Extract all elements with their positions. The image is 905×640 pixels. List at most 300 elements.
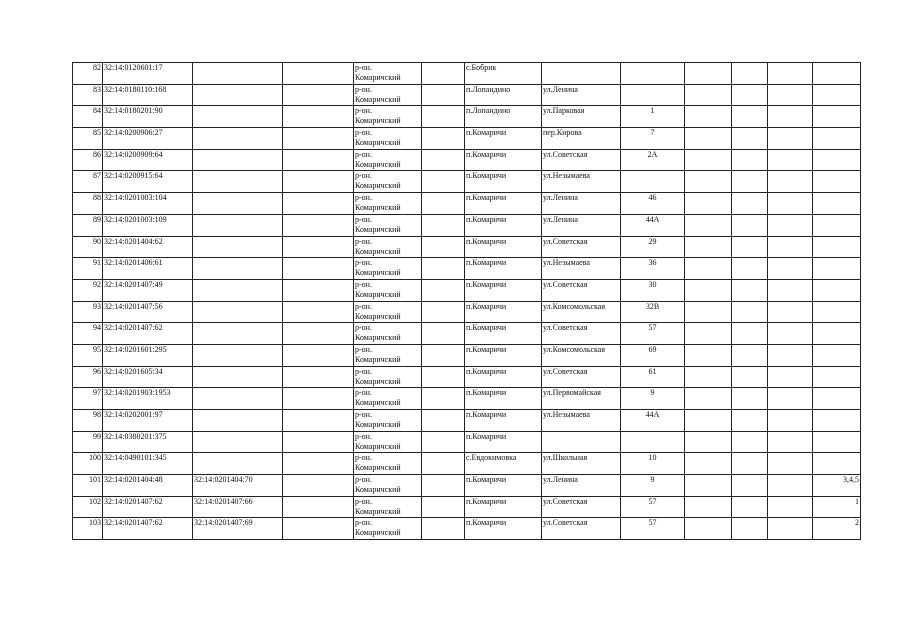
district-line-2: Комаричский <box>355 224 401 234</box>
settlement: п.Комаричи <box>465 518 542 540</box>
empty-cell <box>283 149 354 171</box>
settlement: п.Комаричи <box>465 236 542 258</box>
empty-cell <box>685 258 732 280</box>
table-row <box>73 323 861 345</box>
house-number: 44А <box>621 214 685 236</box>
empty-cell <box>768 214 813 236</box>
empty-cell <box>768 63 813 85</box>
linked-cadastral-number <box>193 410 283 432</box>
district-line-1: р-он. <box>355 323 372 333</box>
linked-cadastral-number <box>193 453 283 475</box>
district <box>354 344 422 366</box>
street: ул.Незымаева <box>542 258 621 280</box>
settlement: п.Лопандино <box>465 106 542 128</box>
street <box>542 63 621 85</box>
empty-cell <box>422 431 465 453</box>
empty-cell <box>685 84 732 106</box>
settlement: п.Комаричи <box>465 496 542 518</box>
premises-numbers <box>813 63 861 85</box>
empty-cell <box>768 193 813 215</box>
cadastral-number: 32:14:0120601:17 <box>103 63 193 85</box>
table-row <box>73 106 861 128</box>
district <box>354 236 422 258</box>
settlement: п.Комаричи <box>465 475 542 497</box>
district <box>354 323 422 345</box>
premises-numbers <box>813 214 861 236</box>
settlement: п.Комаричи <box>465 171 542 193</box>
district-line-1: р-он. <box>355 171 372 181</box>
district-line-1: р-он. <box>355 344 372 354</box>
table-row <box>73 475 861 497</box>
empty-cell <box>685 193 732 215</box>
empty-cell <box>768 236 813 258</box>
street: ул.Комсомольская <box>542 344 621 366</box>
empty-cell <box>422 258 465 280</box>
row-number: 89 <box>73 214 103 236</box>
empty-cell <box>685 149 732 171</box>
empty-cell <box>685 366 732 388</box>
district-line-2: Комаричский <box>355 376 401 386</box>
table-row <box>73 496 861 518</box>
premises-numbers <box>813 366 861 388</box>
empty-cell <box>422 453 465 475</box>
cadastral-number: 32:14:0201903:1953 <box>103 388 193 410</box>
premises-numbers: 3,4,5 <box>813 475 861 497</box>
linked-cadastral-number: 32:14:0201407:69 <box>193 518 283 540</box>
street: ул.Советская <box>542 149 621 171</box>
empty-cell <box>768 431 813 453</box>
row-number: 98 <box>73 410 103 432</box>
table-row <box>73 518 861 540</box>
empty-cell <box>732 63 768 85</box>
district-line-2: Комаричский <box>355 333 401 343</box>
district <box>354 193 422 215</box>
settlement: п.Комаричи <box>465 128 542 150</box>
house-number: 57 <box>621 496 685 518</box>
empty-cell <box>422 193 465 215</box>
empty-cell <box>732 301 768 323</box>
district <box>354 149 422 171</box>
table-row <box>73 431 861 453</box>
settlement: п.Комаричи <box>465 214 542 236</box>
row-number: 87 <box>73 171 103 193</box>
empty-cell <box>732 193 768 215</box>
empty-cell <box>732 84 768 106</box>
linked-cadastral-number <box>193 236 283 258</box>
district <box>354 106 422 128</box>
district-line-1: р-он. <box>355 149 372 159</box>
row-number: 91 <box>73 258 103 280</box>
district-line-1: р-он. <box>355 128 372 138</box>
cadastral-number: 32:14:0201404:62 <box>103 236 193 258</box>
empty-cell <box>732 518 768 540</box>
row-number: 95 <box>73 344 103 366</box>
district-line-1: р-он. <box>355 410 372 419</box>
settlement: п.Комаричи <box>465 366 542 388</box>
linked-cadastral-number <box>193 63 283 85</box>
table-row <box>73 410 861 432</box>
linked-cadastral-number <box>193 388 283 410</box>
row-number: 100 <box>73 453 103 475</box>
linked-cadastral-number: 32:14:0201404:70 <box>193 475 283 497</box>
empty-cell <box>422 106 465 128</box>
street: ул.Ленина <box>542 84 621 106</box>
empty-cell <box>768 128 813 150</box>
district-line-2: Комаричский <box>355 289 401 299</box>
empty-cell <box>422 344 465 366</box>
empty-cell <box>768 366 813 388</box>
table-row <box>73 84 861 106</box>
district-line-2: Комаричский <box>355 398 401 408</box>
district-line-1: р-он. <box>355 388 372 398</box>
empty-cell <box>768 344 813 366</box>
empty-cell <box>422 128 465 150</box>
cadastral-number: 32:14:0201406:61 <box>103 258 193 280</box>
linked-cadastral-number <box>193 171 283 193</box>
empty-cell <box>422 236 465 258</box>
empty-cell <box>283 236 354 258</box>
empty-cell <box>283 106 354 128</box>
house-number: 7 <box>621 128 685 150</box>
settlement: п.Комаричи <box>465 258 542 280</box>
empty-cell <box>685 431 732 453</box>
settlement: с.Бобрик <box>465 63 542 85</box>
registry-table <box>72 62 861 540</box>
empty-cell <box>768 496 813 518</box>
row-number: 99 <box>73 431 103 453</box>
district-line-1: р-он. <box>355 496 372 506</box>
empty-cell <box>732 431 768 453</box>
premises-numbers <box>813 388 861 410</box>
district-line-1: р-он. <box>355 63 372 72</box>
table-row <box>73 214 861 236</box>
district <box>354 431 422 453</box>
empty-cell <box>283 366 354 388</box>
district-line-1: р-он. <box>355 279 372 289</box>
row-number: 82 <box>73 63 103 85</box>
table-row <box>73 171 861 193</box>
empty-cell <box>422 475 465 497</box>
settlement: п.Комаричи <box>465 279 542 301</box>
district-line-1: р-он. <box>355 301 372 311</box>
empty-cell <box>732 410 768 432</box>
empty-cell <box>732 496 768 518</box>
row-number: 97 <box>73 388 103 410</box>
district <box>354 388 422 410</box>
empty-cell <box>422 63 465 85</box>
district-line-1: р-он. <box>355 453 372 463</box>
street: ул.Советская <box>542 518 621 540</box>
empty-cell <box>283 279 354 301</box>
linked-cadastral-number <box>193 279 283 301</box>
linked-cadastral-number <box>193 106 283 128</box>
empty-cell <box>768 410 813 432</box>
street: ул.Ленина <box>542 193 621 215</box>
street: пер.Кирова <box>542 128 621 150</box>
premises-numbers: 2 <box>813 518 861 540</box>
empty-cell <box>768 301 813 323</box>
district <box>354 84 422 106</box>
district-line-2: Комаричский <box>355 528 401 538</box>
premises-numbers <box>813 193 861 215</box>
district <box>354 475 422 497</box>
empty-cell <box>768 388 813 410</box>
district-line-2: Комаричский <box>355 441 401 451</box>
empty-cell <box>768 171 813 193</box>
house-number: 30 <box>621 279 685 301</box>
house-number <box>621 171 685 193</box>
empty-cell <box>768 475 813 497</box>
cadastral-number: 32:14:0201003:104 <box>103 193 193 215</box>
street: ул.Парковая <box>542 106 621 128</box>
cadastral-number: 32:14:0380201:375 <box>103 431 193 453</box>
empty-cell <box>768 518 813 540</box>
empty-cell <box>685 63 732 85</box>
premises-numbers <box>813 106 861 128</box>
house-number: 44А <box>621 410 685 432</box>
table-row <box>73 193 861 215</box>
cadastral-number: 32:14:0201605:34 <box>103 366 193 388</box>
district-line-2: Комаричский <box>355 354 401 364</box>
empty-cell <box>422 84 465 106</box>
empty-cell <box>283 214 354 236</box>
district <box>354 518 422 540</box>
row-number: 93 <box>73 301 103 323</box>
district-line-1: р-он. <box>355 518 372 528</box>
table-row <box>73 258 861 280</box>
cadastral-number: 32:14:0180201:90 <box>103 106 193 128</box>
empty-cell <box>422 496 465 518</box>
table-row <box>73 453 861 475</box>
premises-numbers: 1 <box>813 496 861 518</box>
row-number: 83 <box>73 84 103 106</box>
district <box>354 496 422 518</box>
linked-cadastral-number <box>193 214 283 236</box>
house-number: 69 <box>621 344 685 366</box>
settlement: п.Комаричи <box>465 388 542 410</box>
street: ул.Незымаева <box>542 410 621 432</box>
cadastral-number: 32:14:0180110:168 <box>103 84 193 106</box>
house-number: 1 <box>621 106 685 128</box>
empty-cell <box>685 301 732 323</box>
district-line-2: Комаричский <box>355 181 401 191</box>
empty-cell <box>422 171 465 193</box>
empty-cell <box>283 323 354 345</box>
house-number <box>621 431 685 453</box>
empty-cell <box>732 214 768 236</box>
house-number: 57 <box>621 323 685 345</box>
district-line-1: р-он. <box>355 84 372 94</box>
empty-cell <box>768 84 813 106</box>
empty-cell <box>422 366 465 388</box>
table-body <box>73 63 861 540</box>
district-line-1: р-он. <box>355 258 372 268</box>
cadastral-number: 32:14:0201407:62 <box>103 496 193 518</box>
premises-numbers <box>813 236 861 258</box>
district-line-1: р-он. <box>355 106 372 116</box>
empty-cell <box>732 279 768 301</box>
empty-cell <box>685 236 732 258</box>
settlement: п.Комаричи <box>465 193 542 215</box>
settlement: п.Комаричи <box>465 323 542 345</box>
settlement: п.Комаричи <box>465 344 542 366</box>
settlement: п.Комаричи <box>465 301 542 323</box>
house-number: 29 <box>621 236 685 258</box>
row-number: 101 <box>73 475 103 497</box>
empty-cell <box>685 214 732 236</box>
settlement: п.Комаричи <box>465 149 542 171</box>
empty-cell <box>685 475 732 497</box>
empty-cell <box>422 149 465 171</box>
house-number: 2А <box>621 149 685 171</box>
settlement: с.Евдокимовка <box>465 453 542 475</box>
empty-cell <box>283 453 354 475</box>
district <box>354 279 422 301</box>
row-number: 103 <box>73 518 103 540</box>
street: ул.Ленина <box>542 214 621 236</box>
linked-cadastral-number <box>193 84 283 106</box>
street: ул.Незымаева <box>542 171 621 193</box>
linked-cadastral-number: 32:14:0201407:66 <box>193 496 283 518</box>
street: ул.Школьная <box>542 453 621 475</box>
table-row <box>73 366 861 388</box>
street: ул.Советская <box>542 279 621 301</box>
district-line-2: Комаричский <box>355 159 401 169</box>
street: ул.Комсомольская <box>542 301 621 323</box>
cadastral-number: 32:14:0201404:48 <box>103 475 193 497</box>
linked-cadastral-number <box>193 431 283 453</box>
house-number: 9 <box>621 388 685 410</box>
row-number: 85 <box>73 128 103 150</box>
empty-cell <box>685 518 732 540</box>
empty-cell <box>732 128 768 150</box>
district <box>354 258 422 280</box>
premises-numbers <box>813 279 861 301</box>
district-line-2: Комаричский <box>355 138 401 148</box>
empty-cell <box>283 518 354 540</box>
district-line-2: Комаричский <box>355 268 401 278</box>
table-row <box>73 279 861 301</box>
district-line-1: р-он. <box>355 475 372 485</box>
empty-cell <box>422 388 465 410</box>
house-number <box>621 63 685 85</box>
empty-cell <box>422 518 465 540</box>
row-number: 84 <box>73 106 103 128</box>
premises-numbers <box>813 171 861 193</box>
empty-cell <box>732 258 768 280</box>
cadastral-number: 32:14:0201601:295 <box>103 344 193 366</box>
empty-cell <box>283 475 354 497</box>
district <box>354 214 422 236</box>
street <box>542 431 621 453</box>
empty-cell <box>283 410 354 432</box>
linked-cadastral-number <box>193 258 283 280</box>
district-line-1: р-он. <box>355 193 372 203</box>
empty-cell <box>732 171 768 193</box>
linked-cadastral-number <box>193 193 283 215</box>
district-line-2: Комаричский <box>355 463 401 473</box>
settlement: п.Комаричи <box>465 431 542 453</box>
table-row <box>73 128 861 150</box>
row-number: 96 <box>73 366 103 388</box>
premises-numbers <box>813 149 861 171</box>
district-line-2: Комаричский <box>355 116 401 126</box>
premises-numbers <box>813 431 861 453</box>
house-number: 36 <box>621 258 685 280</box>
empty-cell <box>685 388 732 410</box>
district-line-1: р-он. <box>355 214 372 224</box>
empty-cell <box>732 475 768 497</box>
empty-cell <box>283 84 354 106</box>
house-number: 9 <box>621 475 685 497</box>
empty-cell <box>422 214 465 236</box>
premises-numbers <box>813 323 861 345</box>
district-line-2: Комаричский <box>355 246 401 256</box>
empty-cell <box>283 388 354 410</box>
cadastral-number: 32:14:0201407:62 <box>103 323 193 345</box>
house-number: 46 <box>621 193 685 215</box>
cadastral-number: 32:14:0200909:64 <box>103 149 193 171</box>
empty-cell <box>422 323 465 345</box>
empty-cell <box>685 410 732 432</box>
district <box>354 453 422 475</box>
street: ул.Советская <box>542 496 621 518</box>
linked-cadastral-number <box>193 366 283 388</box>
street: ул.Ленина <box>542 475 621 497</box>
empty-cell <box>283 258 354 280</box>
empty-cell <box>685 496 732 518</box>
cadastral-number: 32:14:0200915:64 <box>103 171 193 193</box>
empty-cell <box>283 171 354 193</box>
premises-numbers <box>813 128 861 150</box>
cadastral-number: 32:14:0201407:49 <box>103 279 193 301</box>
cadastral-number: 32:14:0201003:109 <box>103 214 193 236</box>
premises-numbers <box>813 258 861 280</box>
empty-cell <box>732 344 768 366</box>
row-number: 90 <box>73 236 103 258</box>
empty-cell <box>768 323 813 345</box>
empty-cell <box>732 149 768 171</box>
empty-cell <box>422 301 465 323</box>
district-line-2: Комаричский <box>355 94 401 104</box>
cadastral-number: 32:14:0201407:56 <box>103 301 193 323</box>
district <box>354 301 422 323</box>
table-row <box>73 149 861 171</box>
district-line-2: Комаричский <box>355 73 401 82</box>
street: ул.Первомайская <box>542 388 621 410</box>
empty-cell <box>768 258 813 280</box>
row-number: 88 <box>73 193 103 215</box>
empty-cell <box>283 193 354 215</box>
empty-cell <box>685 171 732 193</box>
empty-cell <box>283 431 354 453</box>
district-line-2: Комаричский <box>355 485 401 495</box>
empty-cell <box>685 279 732 301</box>
empty-cell <box>685 453 732 475</box>
house-number: 32В <box>621 301 685 323</box>
empty-cell <box>685 128 732 150</box>
table-row <box>73 388 861 410</box>
empty-cell <box>283 301 354 323</box>
district <box>354 63 422 85</box>
linked-cadastral-number <box>193 323 283 345</box>
settlement: п.Лопандино <box>465 84 542 106</box>
empty-cell <box>732 366 768 388</box>
table-row <box>73 236 861 258</box>
empty-cell <box>685 323 732 345</box>
table-row <box>73 301 861 323</box>
street: ул.Советская <box>542 366 621 388</box>
